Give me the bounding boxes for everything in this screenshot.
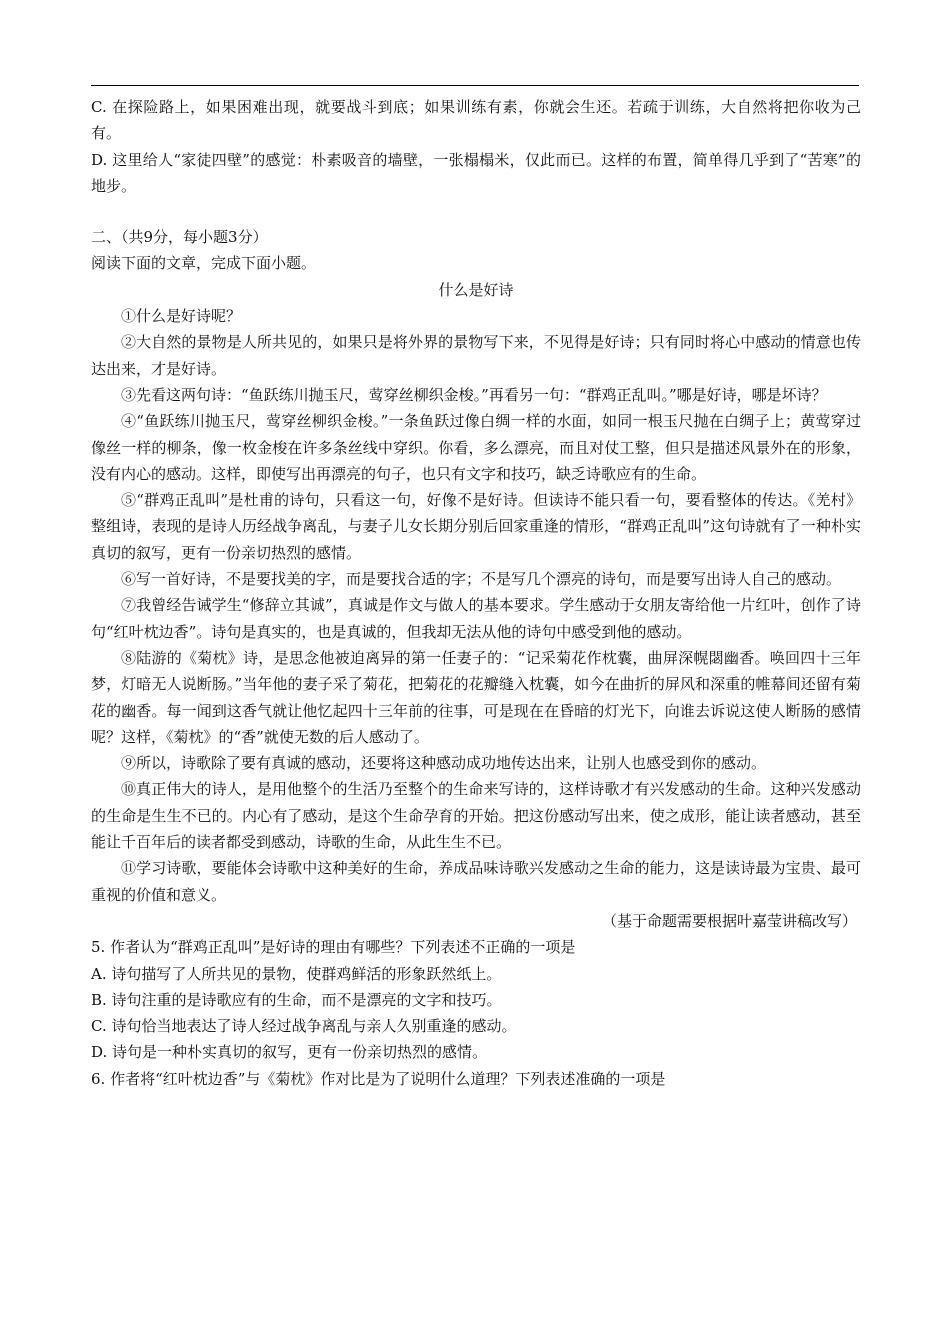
question-5-option-a: A. 诗句描写了人所共见的景物，使群鸡鲜活的形象跃然纸上。 [91, 964, 502, 983]
option-c-previous: C. 在探险路上，如果困难出现，就要战斗到底；如果训练有素，你就会生还。若疏于训练，大自然将把你收为己有。 [91, 98, 861, 143]
article-paragraph-11: ⑪学习诗歌，要能体会诗歌中这种美好的生命，养成品味诗歌兴发感动之生命的能力，这是读诗最为宝贵、最可重视的价值和意义。 [91, 859, 861, 904]
article-paragraph-4: ④“鱼跃练川抛玉尺，莺穿丝柳织金梭。”一条鱼跃过像白绸一样的水面，如同一根玉尺抛在白绸子上；黄莺穿过像丝一样的柳条，像一枚金梭在许多条丝线中穿织。你看，多么漂亮，而且对仗工整，但只是描述风景外在的形象，没有内心的感动。这样，即使写出再漂亮的句子，也只有文字和技巧，缺乏诗歌应有的生命。 [91, 412, 861, 483]
article-paragraph-2: ②大自然的景物是人所共见的，如果只是将外界的景物写下来，不见得是好诗；只有同时将心中感动的情意也传达出来，才是好诗。 [91, 333, 861, 378]
question-6-stem: 6. 作者将“红叶枕边香”与《菊枕》作对比是为了说明什么道理？下列表述准确的一项是 [91, 1069, 666, 1088]
option-d-previous: D. 这里给人“家徒四壁”的感觉：朴素吸音的墙壁，一张榻榻米，仅此而已。这样的布置，简单得几乎到了“苦寒”的地步。 [91, 150, 861, 195]
page-content [91, 94, 861, 1092]
header-rule [91, 85, 859, 86]
section-instruction: 阅读下面的文章，完成下面小题。 [91, 254, 317, 273]
question-5-stem: 5. 作者认为“群鸡正乱叫”是好诗的理由有哪些？下列表述不正确的一项是 [91, 938, 576, 957]
question-5-option-d: D. 诗句是一种朴实真切的叙写，更有一份亲切热烈的感情。 [91, 1043, 488, 1062]
article-title: 什么是好诗 [438, 280, 514, 299]
article-paragraph-3: ③先看这两句诗：“鱼跃练川抛玉尺，莺穿丝柳织金梭。”再看另一句：“群鸡正乱叫。”哪是好诗，哪是坏诗？ [121, 385, 827, 404]
section-heading: 二、（共9分，每小题3分） [91, 228, 268, 247]
article-source: （基于命题需要根据叶嘉莹讲稿改写） [601, 911, 857, 930]
article-paragraph-6: ⑥写一首好诗，不是要找美的字，而是要找合适的字；不是写几个漂亮的诗句，而是要写出诗人自己的感动。 [121, 570, 842, 589]
question-5-option-c: C. 诗句恰当地表达了诗人经过战争离乱与亲人久别重逢的感动。 [91, 1017, 517, 1036]
article-paragraph-5: ⑤“群鸡正乱叫”是杜甫的诗句，只看这一句，好像不是好诗。但读诗不能只看一句，要看整体的传达。《羌村》整组诗，表现的是诗人历经战争离乱，与妻子儿女长期分别后回家重逢的情形，“群鸡正乱叫”这句诗就有了一种朴实真切的叙写，更有一份亲切热烈的感情。 [91, 491, 861, 562]
question-5-option-b: B. 诗句注重的是诗歌应有的生命，而不是漂亮的文字和技巧。 [91, 990, 502, 1009]
article-paragraph-7: ⑦我曾经告诫学生“修辞立其诚”，真诚是作文与做人的基本要求。学生感动于女朋友寄给他一片红叶，创作了诗句“红叶枕边香”。诗句是真实的，也是真诚的，但我却无法从他的诗句中感受到他的感动。 [91, 596, 861, 641]
spacer [91, 199, 861, 224]
article-paragraph-8: ⑧陆游的《菊枕》诗，是思念他被迫离异的第一任妻子的：“记采菊花作枕囊，曲屏深幌閟幽香。唤回四十三年梦，灯暗无人说断肠。”当年他的妻子采了菊花，把菊花的花瓣缝入枕囊，如今在曲折的屏风和深重的帷幕间还留有菊花的幽香。每一闻到这香气就让他忆起四十三年前的往事，可是现在在昏暗的灯光下，向谁去诉说这使人断肠的感情呢？这样，《菊枕》的“香”就使无数的后人感动了。 [91, 648, 861, 746]
article-paragraph-9: ⑨所以，诗歌除了要有真诚的感动，还要将这种感动成功地传达出来，让别人也感受到你的感动。 [121, 754, 767, 773]
article-paragraph-10: ⑩真正伟大的诗人，是用他整个的生活乃至整个的生命来写诗的，这样诗歌才有兴发感动的生命。这种兴发感动的生命是生生不已的。内心有了感动，是这个生命孕育的开始。把这份感动写出来，使之成形，能让读者感动，甚至能让千百年后的读者都受到感动，诗歌的生命，从此生生不已。 [91, 780, 861, 852]
article-paragraph-1: ①什么是好诗呢？ [121, 307, 242, 326]
